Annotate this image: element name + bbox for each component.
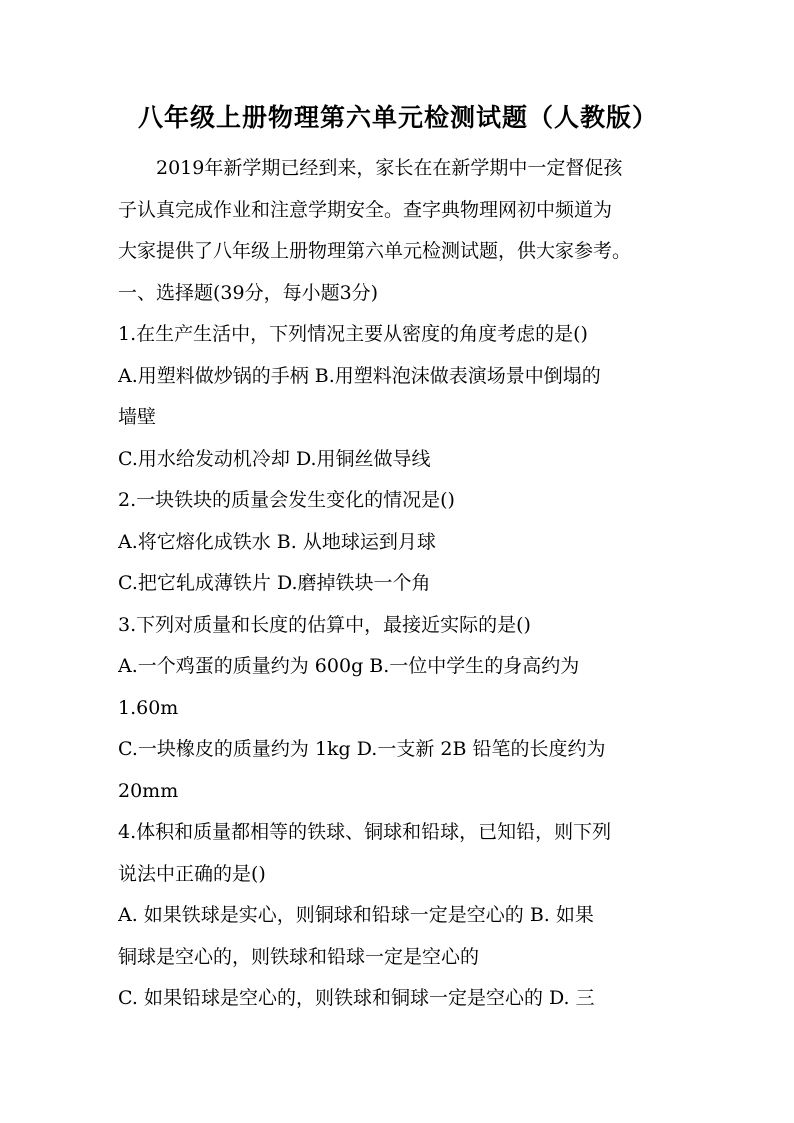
question-1-options-cd: C.用水给发动机冷却 D.用铜丝做导线 xyxy=(118,447,431,470)
question-3-options-cd: C.一块橡皮的质量约为 1kg D.一支新 2B 铅笔的长度约为 xyxy=(118,738,606,760)
question-1-stem: 1.在生产生活中，下列情况主要从密度的角度考虑的是() xyxy=(118,323,588,345)
question-3-options-ab-cont: 1.60m xyxy=(118,696,179,719)
question-4-options-cd: C. 如果铅球是空心的，则铁球和铜球一定是空心的 D. 三 xyxy=(118,987,595,1009)
question-3-stem: 3.下列对质量和长度的估算中，最接近实际的是() xyxy=(118,613,531,636)
question-1-options-ab-cont: 墙壁 xyxy=(118,406,157,428)
question-4-stem: 4.体积和质量都相等的铁球、铜球和铅球，已知铅，则下列 xyxy=(118,821,612,843)
document-body xyxy=(118,98,678,1020)
question-3-options-ab: A.一个鸡蛋的质量约为 600g B.一位中学生的身高约为 xyxy=(118,655,580,677)
question-2-options-ab: A.将它熔化成铁水 B. 从地球运到月球 xyxy=(118,530,436,553)
question-1-options-ab: A.用塑料做炒锅的手柄 B.用塑料泡沫做表演场景中倒塌的 xyxy=(118,364,601,387)
intro-line-2: 子认真完成作业和注意学期安全。查字典物理网初中频道为 xyxy=(118,198,613,221)
document-title: 八年级上册物理第六单元检测试题（人教版） xyxy=(137,103,658,132)
question-4-options-ab-cont: 铜球是空心的，则铁球和铅球一定是空心的 xyxy=(118,945,480,968)
question-2-stem: 2.一块铁块的质量会发生变化的情况是() xyxy=(118,489,455,511)
intro-line-3: 大家提供了八年级上册物理第六单元检测试题，供大家参考。 xyxy=(118,240,632,262)
intro-line-1: 2019年新学期已经到来，家长在在新学期中一定督促孩 xyxy=(156,157,623,179)
question-4-options-ab: A. 如果铁球是实心，则铜球和铅球一定是空心的 B. 如果 xyxy=(118,904,594,926)
question-4-stem-cont: 说法中正确的是() xyxy=(118,862,266,885)
question-3-options-cd-cont: 20mm xyxy=(118,779,179,802)
section-heading: 一、选择题(39分，每小题3分) xyxy=(118,281,379,304)
question-2-options-cd: C.把它轧成薄铁片 D.磨掉铁块一个角 xyxy=(118,572,431,594)
